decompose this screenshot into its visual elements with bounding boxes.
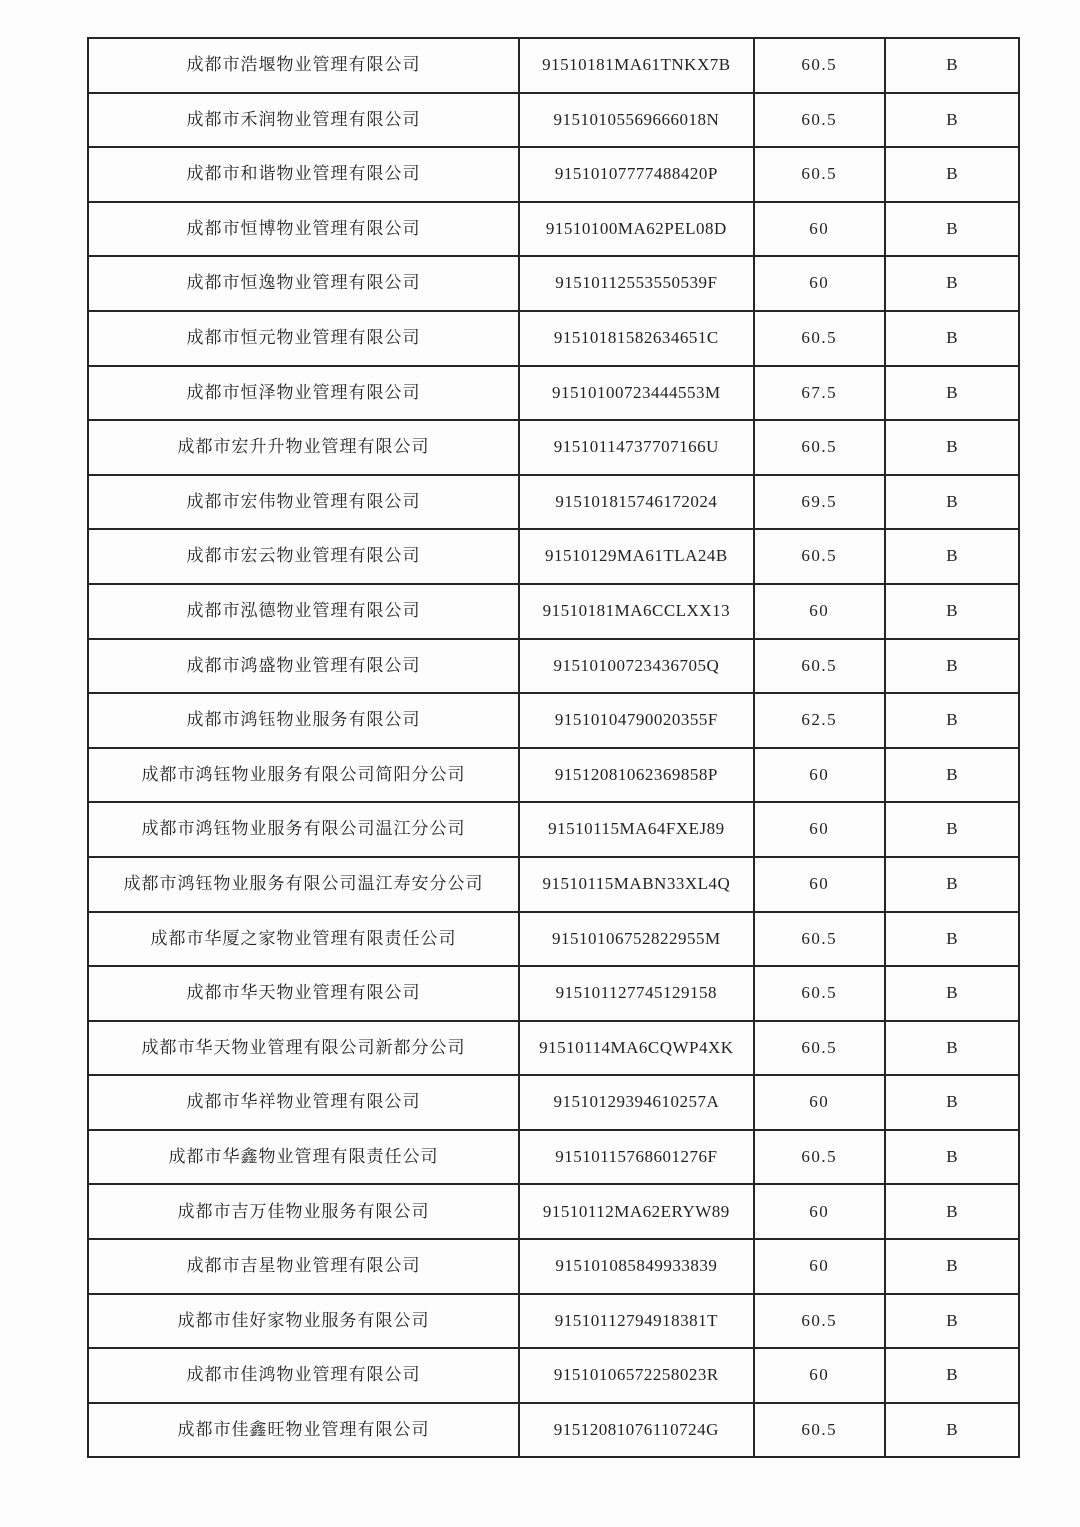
credit-code-cell: 91510129MA61TLA24B — [519, 529, 754, 584]
table-row — [88, 1021, 1019, 1076]
credit-code-cell: 91510112553550539F — [519, 256, 754, 311]
company-name-cell: 成都市恒博物业管理有限公司 — [88, 202, 519, 257]
score-cell: 69.5 — [754, 475, 885, 530]
company-name-cell: 成都市吉万佳物业服务有限公司 — [88, 1184, 519, 1239]
company-name-cell: 成都市华厦之家物业管理有限责任公司 — [88, 912, 519, 967]
credit-code-cell: 91512081076110724G — [519, 1403, 754, 1458]
table-row — [88, 366, 1019, 421]
score-cell: 60 — [754, 1348, 885, 1403]
table-row — [88, 202, 1019, 257]
company-name-cell: 成都市恒元物业管理有限公司 — [88, 311, 519, 366]
grade-cell: B — [885, 966, 1019, 1021]
grade-cell: B — [885, 1184, 1019, 1239]
table-row — [88, 147, 1019, 202]
company-name-cell: 成都市鸿盛物业管理有限公司 — [88, 639, 519, 694]
grade-cell: B — [885, 1021, 1019, 1076]
score-cell: 60.5 — [754, 420, 885, 475]
table-row — [88, 311, 1019, 366]
credit-code-cell: 91510107777488420P — [519, 147, 754, 202]
table-row — [88, 93, 1019, 148]
credit-code-cell: 91510112MA62ERYW89 — [519, 1184, 754, 1239]
credit-code-cell: 91510114737707166U — [519, 420, 754, 475]
company-name-cell: 成都市宏云物业管理有限公司 — [88, 529, 519, 584]
score-cell: 67.5 — [754, 366, 885, 421]
grade-cell: B — [885, 1348, 1019, 1403]
credit-code-cell: 91510115MA64FXEJ89 — [519, 802, 754, 857]
company-name-cell: 成都市宏伟物业管理有限公司 — [88, 475, 519, 530]
company-name-cell: 成都市禾润物业管理有限公司 — [88, 93, 519, 148]
grade-cell: B — [885, 1403, 1019, 1458]
credit-code-cell: 91510104790020355F — [519, 693, 754, 748]
score-cell: 60 — [754, 1184, 885, 1239]
grade-cell: B — [885, 639, 1019, 694]
score-cell: 60.5 — [754, 147, 885, 202]
grade-cell: B — [885, 38, 1019, 93]
company-name-cell: 成都市鸿钰物业服务有限公司温江分公司 — [88, 802, 519, 857]
company-name-cell: 成都市和谐物业管理有限公司 — [88, 147, 519, 202]
grade-cell: B — [885, 912, 1019, 967]
grade-cell: B — [885, 529, 1019, 584]
company-name-cell: 成都市佳好家物业服务有限公司 — [88, 1294, 519, 1349]
score-cell: 60.5 — [754, 966, 885, 1021]
company-name-cell: 成都市恒逸物业管理有限公司 — [88, 256, 519, 311]
score-cell: 60.5 — [754, 1294, 885, 1349]
company-name-cell: 成都市泓德物业管理有限公司 — [88, 584, 519, 639]
grade-cell: B — [885, 802, 1019, 857]
credit-code-cell: 91510129394610257A — [519, 1075, 754, 1130]
table-row — [88, 1403, 1019, 1458]
company-name-cell: 成都市鸿钰物业服务有限公司温江寿安分公司 — [88, 857, 519, 912]
table-row — [88, 857, 1019, 912]
table-row — [88, 693, 1019, 748]
grade-cell: B — [885, 1239, 1019, 1294]
grade-cell: B — [885, 584, 1019, 639]
score-cell: 60 — [754, 748, 885, 803]
credit-code-cell: 91510100MA62PEL08D — [519, 202, 754, 257]
grade-cell: B — [885, 202, 1019, 257]
score-cell: 60.5 — [754, 38, 885, 93]
score-cell: 60 — [754, 802, 885, 857]
credit-code-cell: 91510106752822955M — [519, 912, 754, 967]
table-row — [88, 1239, 1019, 1294]
score-cell: 60.5 — [754, 529, 885, 584]
company-name-cell: 成都市华鑫物业管理有限责任公司 — [88, 1130, 519, 1185]
table-row — [88, 475, 1019, 530]
company-table-body — [88, 38, 1019, 1457]
credit-code-cell: 91510106572258023R — [519, 1348, 754, 1403]
company-name-cell: 成都市恒泽物业管理有限公司 — [88, 366, 519, 421]
score-cell: 60.5 — [754, 639, 885, 694]
table-row — [88, 1184, 1019, 1239]
score-cell: 60 — [754, 202, 885, 257]
table-row — [88, 420, 1019, 475]
score-cell: 62.5 — [754, 693, 885, 748]
grade-cell: B — [885, 475, 1019, 530]
company-name-cell: 成都市佳鑫旺物业管理有限公司 — [88, 1403, 519, 1458]
company-name-cell: 成都市华天物业管理有限公司新都分公司 — [88, 1021, 519, 1076]
credit-code-cell: 91510100723444553M — [519, 366, 754, 421]
company-name-cell: 成都市鸿钰物业服务有限公司简阳分公司 — [88, 748, 519, 803]
company-name-cell: 成都市佳鸿物业管理有限公司 — [88, 1348, 519, 1403]
grade-cell: B — [885, 748, 1019, 803]
score-cell: 60 — [754, 857, 885, 912]
grade-cell: B — [885, 93, 1019, 148]
credit-code-cell: 91512081062369858P — [519, 748, 754, 803]
table-row — [88, 38, 1019, 93]
table-row — [88, 748, 1019, 803]
credit-code-cell: 91510100723436705Q — [519, 639, 754, 694]
table-row — [88, 639, 1019, 694]
table-row — [88, 802, 1019, 857]
credit-code-cell: 91510115MABN33XL4Q — [519, 857, 754, 912]
table-row — [88, 256, 1019, 311]
grade-cell: B — [885, 147, 1019, 202]
company-name-cell: 成都市华祥物业管理有限公司 — [88, 1075, 519, 1130]
company-name-cell: 成都市鸿钰物业服务有限公司 — [88, 693, 519, 748]
score-cell: 60.5 — [754, 93, 885, 148]
credit-code-cell: 91510105569666018N — [519, 93, 754, 148]
table-row — [88, 1294, 1019, 1349]
table-row — [88, 584, 1019, 639]
table-row — [88, 1130, 1019, 1185]
score-cell: 60.5 — [754, 1021, 885, 1076]
credit-code-cell: 91510181MA6CCLXX13 — [519, 584, 754, 639]
company-name-cell: 成都市宏升升物业管理有限公司 — [88, 420, 519, 475]
grade-cell: B — [885, 1075, 1019, 1130]
score-cell: 60 — [754, 584, 885, 639]
table-row — [88, 1348, 1019, 1403]
company-name-cell: 成都市浩堰物业管理有限公司 — [88, 38, 519, 93]
credit-code-cell: 915101085849933839 — [519, 1239, 754, 1294]
table-row — [88, 529, 1019, 584]
credit-code-cell: 915101127745129158 — [519, 966, 754, 1021]
grade-cell: B — [885, 693, 1019, 748]
ratings-table — [87, 37, 1020, 1458]
score-cell: 60.5 — [754, 1403, 885, 1458]
score-cell: 60.5 — [754, 912, 885, 967]
credit-code-cell: 91510181582634651C — [519, 311, 754, 366]
grade-cell: B — [885, 857, 1019, 912]
table-row — [88, 1075, 1019, 1130]
credit-code-cell: 91510181MA61TNKX7B — [519, 38, 754, 93]
grade-cell: B — [885, 366, 1019, 421]
score-cell: 60 — [754, 1239, 885, 1294]
company-name-cell: 成都市华天物业管理有限公司 — [88, 966, 519, 1021]
credit-code-cell: 91510115768601276F — [519, 1130, 754, 1185]
table-row — [88, 912, 1019, 967]
grade-cell: B — [885, 1294, 1019, 1349]
grade-cell: B — [885, 256, 1019, 311]
score-cell: 60 — [754, 1075, 885, 1130]
score-cell: 60.5 — [754, 311, 885, 366]
grade-cell: B — [885, 311, 1019, 366]
score-cell: 60 — [754, 256, 885, 311]
grade-cell: B — [885, 420, 1019, 475]
company-name-cell: 成都市吉星物业管理有限公司 — [88, 1239, 519, 1294]
score-cell: 60.5 — [754, 1130, 885, 1185]
table-row — [88, 966, 1019, 1021]
grade-cell: B — [885, 1130, 1019, 1185]
credit-code-cell: 91510114MA6CQWP4XK — [519, 1021, 754, 1076]
credit-code-cell: 91510112794918381T — [519, 1294, 754, 1349]
credit-code-cell: 915101815746172024 — [519, 475, 754, 530]
